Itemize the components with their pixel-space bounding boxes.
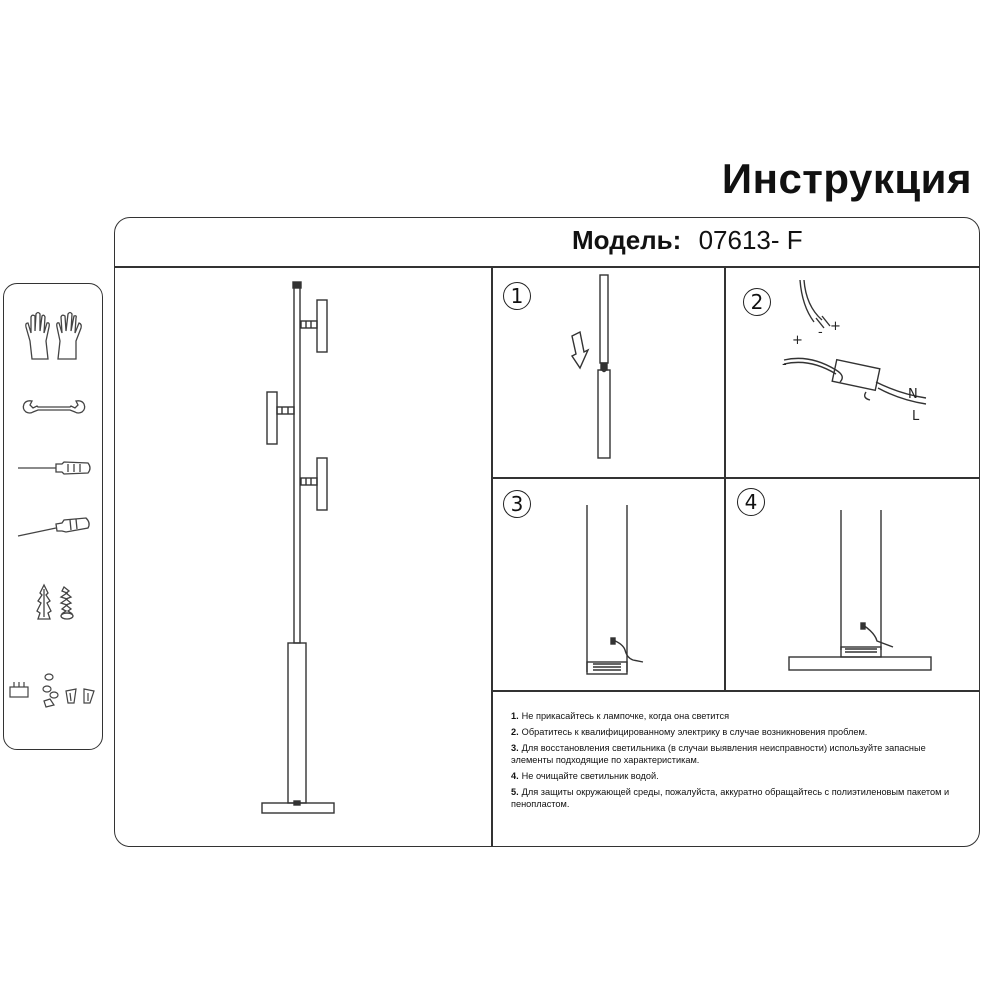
step-2-number: 2 <box>743 288 771 316</box>
step-4-number: 4 <box>737 488 765 516</box>
note-item: 4. Не очищайте светильник водой. <box>511 771 659 781</box>
note-item: 5. Для защиты окружающей среды, пожалуйста, аккуратно обращайтесь с полиэтиленовым пакетом и пенопластом. <box>511 787 950 809</box>
screwdriver-flat-icon <box>4 456 104 485</box>
wire-label-n: N <box>908 387 918 402</box>
steps-row-divider <box>491 477 979 479</box>
step-3-number: 3 <box>503 490 531 518</box>
model-label: Модель: <box>572 225 682 255</box>
safety-notes <box>511 710 966 814</box>
step-1-diagram <box>560 270 640 470</box>
header-divider <box>115 266 979 268</box>
tools-panel <box>3 283 103 750</box>
model-number: 07613- F <box>698 225 803 255</box>
wire-label-minus-top: - <box>818 325 823 340</box>
wire-label-plus-left: + <box>792 333 803 348</box>
step-2-wiring-diagram <box>770 270 970 445</box>
note-item: 2. Обратитесь к квалифицированному электрику в случае возникновения проблем. <box>511 727 868 737</box>
wire-label-l: L <box>912 409 920 424</box>
wrench-icon <box>4 396 104 427</box>
anchor-screw-icon <box>4 581 104 628</box>
document-title: Инструкция <box>721 155 972 202</box>
model-header <box>572 225 803 256</box>
step-3-diagram <box>575 500 645 690</box>
column-divider <box>491 266 493 846</box>
wire-label-plus-top: + <box>830 319 841 334</box>
connectors-icon <box>4 669 104 714</box>
step-4-diagram <box>785 505 935 685</box>
floor-lamp-illustration <box>240 275 360 830</box>
step-1-number: 1 <box>503 282 531 310</box>
screwdriver-phillips-icon <box>4 514 104 547</box>
gloves-icon <box>4 309 104 369</box>
notes-divider <box>491 690 979 692</box>
note-item: 1. Не прикасайтесь к лампочке, когда она светится <box>511 711 730 721</box>
wire-label-minus-left: - <box>782 357 787 372</box>
note-item: 3. Для восстановления светильника (в случаи выявления неисправности) используйте запасные элементы подходящие по характеристикам. <box>511 743 926 765</box>
